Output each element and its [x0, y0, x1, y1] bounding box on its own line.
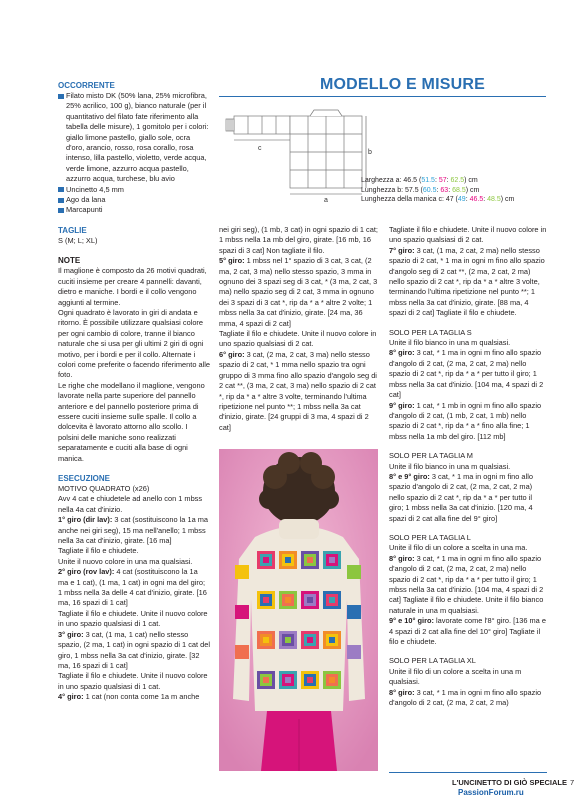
size-heading: SOLO PER LA TAGLIA L [389, 532, 471, 542]
instruction-text: Unite il filo di un colore a scelta in una ma. [389, 543, 528, 553]
instruction-text: 4 cat (sostituiscono la 1a ma e 1 cat), (1 ma, 1 cat) in ogni ma del giro; 1 mbss nella 3a delle 4 cat d'inizio, girate. [16 ma, 16 spazi di 1 cat] [58, 567, 207, 608]
crochet-square [307, 637, 313, 643]
instruction-text: Tagliate il filo e chiudete. Unite il nuovo colore in uno spazio qualsiasi di 2 cat. [389, 225, 547, 245]
size-heading: SOLO PER LA TAGLIA S [389, 327, 472, 337]
crochet-square [285, 597, 291, 603]
bullet-square [58, 198, 64, 203]
sleeve-square [235, 645, 249, 659]
instruction-text: Unite il filo di un colore a scelta in una m qualsiasi. [389, 666, 522, 687]
round-label: 9° e 10° giro: [389, 616, 434, 626]
instruction-line [389, 246, 547, 319]
notes-paragraph: Il maglione è composto da 26 motivi quadrati, cuciti insieme per creare 4 pannelli: davanti, dietro e maniche. I bordi e il collo vengono aggiunti al termine. [58, 266, 207, 307]
notes-paragraph: Ogni quadrato è lavorato in giri di andata e ritorno. È possibile utilizzare qualsiasi colore per ogni cambio di colore, tranne il bianco naturale che si usa per gli ultimi 2 giri di ogni motivo, per i bordi e per il collo. Alternate i colori come preferite o facendo riferimento alle foto. [58, 307, 210, 380]
instruction-line [219, 329, 378, 350]
sep: : [448, 186, 453, 194]
instruction-text: Unite il filo bianco in una m qualsiasi. [389, 461, 511, 471]
sleeve-square [347, 645, 361, 659]
instruction-line [58, 494, 210, 515]
measurement-label: Lunghezza b: 57.5 ( [361, 186, 423, 194]
crochet-square [285, 637, 291, 643]
instruction-text: 3 cat, * 1 ma in ogni m fino allo spazio d'angolo di 2 cat, (2 ma, 2 cat, 2 ma) nello spazio di 2 cat *, rip da * a * per tutto il giro; 1 mbss nella 3a cat d'inizio. [104 ma, 4 spazi di 2 cat] [389, 348, 544, 400]
diagram-label-b: b [368, 149, 372, 156]
instruction-text: Avv 4 cat e chiudetele ad anello con 1 mbss nella 4a cat d'inizio. [58, 494, 203, 514]
instruction-line [58, 692, 210, 702]
round-label: 6° giro: [219, 349, 245, 359]
instruction-line [389, 338, 547, 348]
instructions-col3 [389, 225, 547, 319]
instruction-line [389, 472, 547, 524]
crochet-square [329, 597, 335, 603]
size-heading: SOLO PER LA TAGLIA M [389, 451, 473, 461]
instructions-col2 [219, 225, 378, 433]
crochet-square [285, 677, 291, 683]
instruction-line [58, 515, 210, 546]
instruction-line [58, 609, 210, 630]
size-heading: SOLO PER LA TAGLIA XL [389, 656, 476, 666]
spacer [389, 647, 547, 656]
instruction-text: Tagliate il filo e chiudete. Unite il nuovo colore in uno spazio qualsiasi di 1 cat. [58, 671, 208, 691]
instruction-line [219, 350, 378, 433]
size-l-value: 46.5 [469, 196, 484, 204]
size-l-value: 63 [440, 186, 449, 194]
size-m-value: 60.5 [422, 186, 437, 194]
instruction-line [389, 225, 547, 246]
size-xl-value: 62.5 [450, 177, 465, 184]
instruction-text: 1 cat (non conta come 1a m anche [83, 692, 200, 702]
instruction-text: Tagliate il filo e chiudete. Unite il nuovo colore in uno spazio qualsiasi di 1 cat. [58, 608, 208, 629]
instructions-col1 [58, 494, 210, 702]
sizes-heading: TAGLIE [58, 225, 87, 235]
instruction-text: Unite il filo bianco in una m qualsiasi. [389, 338, 511, 348]
instruction-text: 3 cat (sostituiscono la 1a ma anche nei giri seg), 15 ma nell'anello; 1 mbss nella 3a cat d'inizio, girate. [16 ma] [58, 515, 209, 546]
motif-subheading: MOTIVO QUADRATO (x26) [58, 484, 150, 493]
instruction-line [58, 630, 210, 672]
diagram-label-c: c [258, 145, 262, 152]
instruction-text: Tagliate il filo e chiudete. Unite il nuovo colore in uno spazio qualsiasi di 2 cat. [219, 329, 377, 349]
crochet-square [263, 677, 269, 683]
materials-heading: OCCORRENTE [58, 81, 115, 90]
material-text: Uncinetto 4,5 mm [66, 184, 124, 194]
sleeve-square [235, 605, 249, 619]
measurement-row [361, 186, 514, 196]
crochet-square [307, 597, 313, 603]
material-text: Ago da lana [66, 195, 106, 205]
bullet-square [58, 94, 64, 99]
magazine-name: L'UNCINETTO DI GIÒ SPECIALE [452, 778, 567, 787]
material-item [58, 91, 210, 185]
instruction-line [58, 546, 210, 556]
crochet-square [263, 597, 269, 603]
round-label: 8° giro: [389, 687, 415, 697]
instruction-text: 1 cat, * 1 mb in ogni m fino allo spazio d'angolo di 2 cat, (1 mb, 2 cat, 1 mb) nello spazio di 2 cat *, rip da * a * fino alla fine; 1 mbss nella 1a mb del giro. [112 mb] [389, 400, 542, 441]
right-column [389, 225, 547, 708]
measurement-label: Lunghezza della manica c: 47 ( [361, 196, 458, 204]
sep: : [483, 196, 488, 204]
instruction-line [389, 543, 547, 553]
sleeve-square [235, 565, 249, 579]
instruction-text: 3 cat, (1 ma, 2 cat, 2 ma) nello stesso spazio di 2 cat, * 1 ma in ogni m fino allo spazio d'angolo seg di 2 cat **, (2 ma, 2 cat, 2 ma) nello spazio di 2 cat *, rip da * a * altre 3 volte, terminando l'ultima ripetizione nel punto **; 1 mbss nella 3a cat d'inizio, girate. [88 ma, 4 spazi di 2 cat] Tagliate il filo e chiudete. [389, 245, 545, 318]
instruction-line [389, 688, 547, 709]
sleeve-square [347, 565, 361, 579]
round-label: 4° giro: [58, 692, 84, 702]
left-column [58, 80, 210, 703]
garment-diagram [222, 108, 372, 204]
instruction-line [389, 462, 547, 472]
round-label: 8° giro: [389, 348, 415, 358]
instruction-line [219, 225, 378, 256]
instruction-text: 3 cat, * 1 ma in ogni m fino allo spazio d'angolo di 2 cat, (2 ma, 2 cat, 2 ma) nello spazio di 2 cat *, rip da * a * per tutto il giro; 1 mbss nella 3a cat d'inizio. [104 ma, 4 spazi di 2 cat] Tagliate il filo e chiudete. Unite il filo bianco naturale in una m qualsiasi. [389, 553, 544, 615]
measurements-list [361, 176, 514, 205]
footer-rule [389, 772, 547, 773]
instruction-text: 1 mbss nel 1° spazio di 3 cat, 3 cat, (2 ma, 2 cat, 3 ma) nello stesso spazio, 3 mma in ognuno dei 3 spazi seg di 3 cat, * (3 ma, 2 cat, 3 ma) nello spazio seg di 2 cat, 3 mma in ognuno dei 3 spazi di 3 cat *, rip da * a * altre 2 volte; 1 mbss nella 3a cat d'inizio, girate. [24 ma, 36 mma, 4 spazi di 2 cat] [219, 256, 378, 328]
round-label: 2° giro (rov lav): [58, 567, 115, 577]
material-text: Filato misto DK (50% lana, 25% microfibra, 25% acrilico, 100 g), bianco naturale (per il quantitativo del filato fate riferimento alla tabella delle misure), 1 gomitolo per i colori: giallo limone pastello, giallo sole, ocra d'oro, arancio, rosso, rosa corallo, rosa intenso, lilla pastello, violetto, verde acqua, verde limone, azzurro acqua pastello, azzurro acqua, turchese, blu avio [66, 91, 209, 184]
materials-list [58, 91, 210, 216]
measurement-row [361, 195, 514, 205]
footer [452, 778, 574, 787]
sizes-text: S (M; L; XL) [58, 235, 98, 245]
material-item [58, 185, 210, 195]
measurement-unit: ) cm [464, 177, 478, 184]
sep: : [446, 177, 451, 184]
measurement-unit: ) cm [465, 186, 480, 194]
material-text: Marcapunti [66, 205, 103, 215]
instruction-line [389, 667, 547, 688]
spacer [389, 524, 547, 533]
crochet-square [329, 677, 335, 683]
round-label: 9° giro: [389, 400, 415, 410]
round-label: 8° giro: [389, 553, 415, 563]
instruction-text: 3 cat, * 1 ma in ogni m fino allo spazio d'angolo di 2 cat, (2 ma, 2 cat, 2 ma) [389, 687, 542, 708]
notes-paragraph: Le righe che modellano il maglione, vengono lavorate nella parte superiore del pannello anteriore e del pannello posteriore prima di essere cuciti insieme sulle spalle. Il collo a dolcevita è lavorato attorno allo scollo. I polsini delle maniche sono realizzati separatamente e cuciti alla base di ogni manica. [58, 380, 205, 463]
round-label: 7° giro: [389, 245, 415, 255]
instruction-text: lavorate come l'8° giro. [136 ma e 4 spazi di 2 cat alla fine del 10° giro] Tagliate il filo e chiudete. [389, 616, 546, 647]
instruction-line [58, 557, 210, 567]
sep: : [436, 186, 441, 194]
size-l-value: 57 [438, 177, 447, 184]
instruction-text: Unite il nuovo colore in una ma qualsiasi. [58, 556, 193, 566]
size-m-value: 49 [457, 196, 466, 204]
round-label: 5° giro: [219, 256, 245, 266]
execution-heading: ESECUZIONE [58, 474, 111, 483]
bullet-square [58, 187, 64, 192]
material-item [58, 205, 210, 215]
size-m-value: 51.5 [421, 177, 435, 184]
bullet-square [58, 208, 64, 213]
sweater-photo [219, 449, 378, 771]
size-sections [389, 319, 547, 709]
round-label: 8° e 9° giro: [389, 471, 430, 481]
instruction-text: nei giri seg), (1 mb, 3 cat) in ogni spazio di 1 cat; 1 mbss nella 1a mb del giro, girate. [16 mb, 16 spazi di 3 cat] Non tagliate il filo. [219, 225, 378, 255]
notes-heading: NOTE [58, 256, 81, 266]
instruction-line [389, 348, 547, 400]
measurement-unit: ) cm [500, 196, 515, 204]
crochet-square [263, 637, 269, 643]
round-label: 3° giro: [58, 629, 84, 639]
instruction-line [58, 671, 210, 692]
instruction-text: 3 cat, (2 ma, 2 cat, 3 ma) nello stesso spazio di 2 cat, * 1 mma nello spazio tra ogni gruppo di 3 mma fino allo spazio d'angolo seg di 2 cat **, (3 ma, 2 cat, 3 ma) nello spazio di 2 cat *, rip da * a * altre 3 volte, terminando l'ultima ripetizione nel punto **; 1 mbss nella 3a cat d'inizio, girate. [24 gruppi di 3 ma, 4 spazi di 2 cat] [219, 349, 377, 432]
measurement-row [361, 176, 514, 186]
material-item [58, 195, 210, 205]
round-label: 1° giro (dir lav): [58, 515, 113, 525]
sep: : [434, 177, 439, 184]
instruction-text: 3 cat, * 1 ma in ogni m fino allo spazio d'angolo di 2 cat, (2 ma, 2 cat, 2 ma) nello spazio di 2 cat *, rip da * a * per tutto il giro; 1 mbss nella 3a cat d'inizio. [120 ma, 4 spazi di 2 cat alla fine del 9° giro] [389, 471, 533, 523]
diagram-label-a: a [324, 197, 328, 204]
spacer [389, 319, 547, 328]
page-title: MODELLO E MISURE [320, 76, 485, 93]
size-xl-value: 48.5 [487, 196, 501, 204]
crochet-square [285, 557, 291, 563]
page-number: 7 [570, 778, 575, 787]
size-xl-value: 68.5 [452, 186, 466, 194]
sep: : [465, 196, 470, 204]
sleeve-square [347, 605, 361, 619]
instruction-text: 3 cat, (1 ma, 1 cat) nello stesso spazio, (2 ma, 1 cat) in ogni spazio di 1 cat del giro, 1 mbss nella 3a cat d'inizio, girate. [32 ma, 16 spazi di 1 cat] [58, 629, 210, 670]
spacer [389, 442, 547, 451]
measurement-label: Larghezza a: 46.5 ( [361, 177, 422, 184]
crochet-square [263, 557, 269, 563]
crochet-square [307, 677, 313, 683]
instruction-line [219, 256, 378, 329]
watermark: PassionForum.ru [458, 788, 524, 797]
crochet-square [307, 557, 313, 563]
instruction-line [389, 401, 547, 443]
instruction-line [389, 616, 547, 647]
instruction-line [389, 554, 547, 616]
title-rule [219, 96, 546, 97]
instruction-line [58, 567, 210, 609]
instruction-text: Tagliate il filo e chiudete. [58, 546, 139, 556]
crochet-square [329, 637, 335, 643]
crochet-square [329, 557, 335, 563]
